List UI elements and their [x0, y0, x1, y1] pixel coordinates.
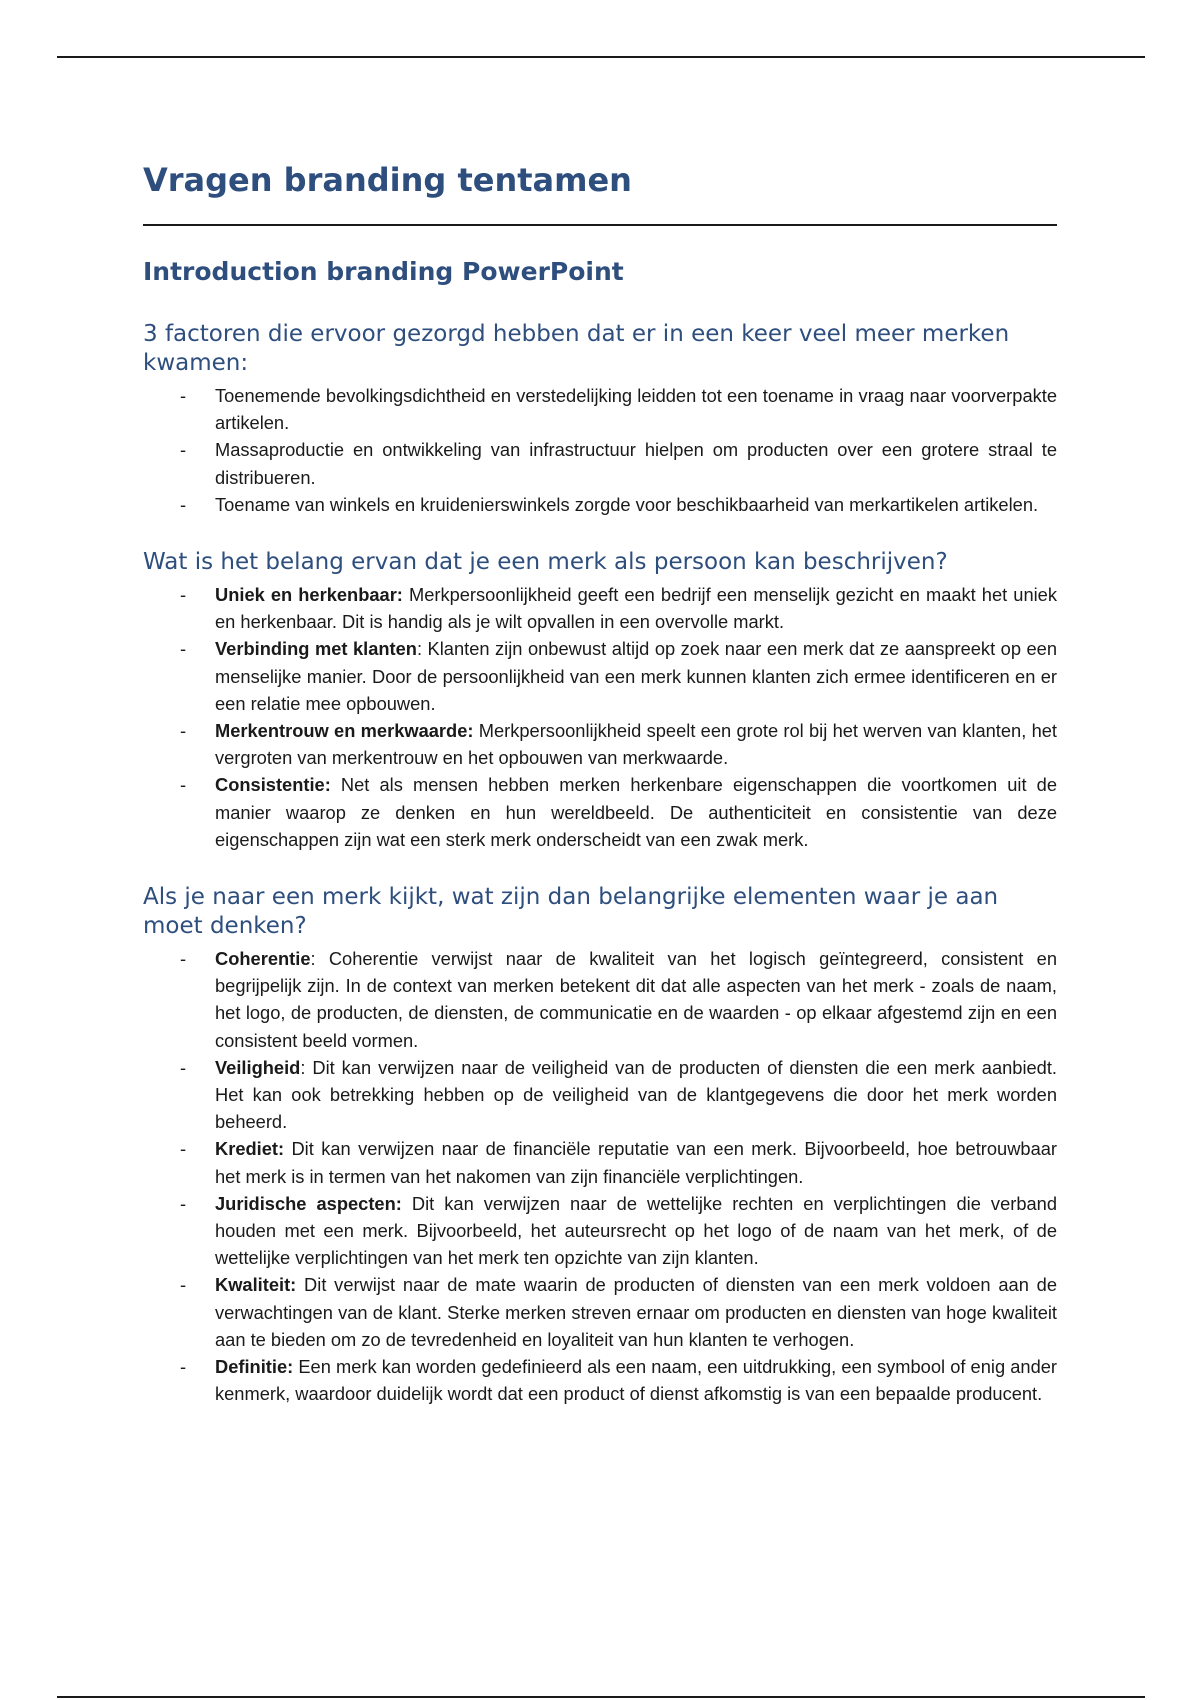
- document-page: [143, 160, 1057, 1408]
- dash-bullet-icon: -: [180, 584, 187, 606]
- dash-bullet-icon: -: [180, 720, 187, 742]
- item-term: Krediet:: [215, 1138, 285, 1160]
- item-text: Dit kan verwijzen naar de wettelijke rechten en verplichtingen die verband houden met een merk. Bijvoorbeeld, het auteursrecht op het logo of de naam van het merk, of de wettelijke verplichtingen van het merk ten opzichte van zijn klanten.: [215, 1192, 1057, 1269]
- list-item: [143, 581, 1057, 635]
- item-term: Coherentie: [215, 948, 311, 970]
- list-item: [143, 945, 1057, 1054]
- list-item: [143, 382, 1057, 436]
- list-item: [143, 1135, 1057, 1189]
- item-term: Definitie:: [215, 1356, 294, 1378]
- document-title: Vragen branding tentamen: [143, 161, 632, 199]
- list-item: [143, 635, 1057, 717]
- question-section: [143, 320, 1057, 518]
- dash-bullet-icon: -: [180, 1274, 187, 1296]
- item-term: Kwaliteit:: [215, 1274, 297, 1296]
- question-heading: 3 factoren die ervoor gezorgd hebben dat er in een keer veel meer merken kwamen:: [143, 321, 1010, 376]
- dash-bullet-icon: -: [180, 1356, 187, 1378]
- question-section: [143, 883, 1057, 1407]
- item-text: : Coherentie verwijst naar de kwaliteit van het logisch geïntegreerd, consistent en begrijpelijk zijn. In de context van merken betekent dit dat alle aspecten van het merk - zoals de naam, het logo, de producten, de diensten, de communicatie en de waarden - op elkaar afgestemd zijn en een consistent beeld vormen.: [215, 948, 1057, 1051]
- question-section: [143, 548, 1057, 853]
- dash-bullet-icon: -: [180, 948, 187, 970]
- dash-bullet-icon: -: [180, 1056, 187, 1078]
- item-text: Massaproductie en ontwikkeling van infrastructuur hielpen om producten over een grotere straal te distribueren.: [215, 439, 1057, 488]
- item-text: : Klanten zijn onbewust altijd op zoek naar een merk dat ze aanspreekt op een menselijke manier. Door de persoonlijkheid van een merk kunnen klanten zich ermee identificeren en er een relatie mee opbouwen.: [215, 638, 1057, 714]
- dash-bullet-icon: -: [180, 638, 187, 660]
- page-top-rule: [57, 56, 1145, 58]
- item-text: : Dit kan verwijzen naar de veiligheid van de producten of diensten die een merk aanbiedt. Het kan ook betrekking hebben op de veiligheid van de klantgegevens die door het merk worden beheerd.: [215, 1056, 1057, 1133]
- item-term: Veiligheid: [215, 1056, 301, 1078]
- list-item: [143, 491, 1057, 518]
- question-heading: Als je naar een merk kijkt, wat zijn dan belangrijke elementen waar je aan moet denken?: [143, 884, 999, 940]
- item-text: Toenemende bevolkingsdichtheid en verstedelijking leidden tot een toename in vraag naar voorverpakte artikelen.: [215, 385, 1057, 434]
- dash-bullet-icon: -: [180, 439, 187, 461]
- answer-list: [143, 581, 1057, 853]
- item-text: Toename van winkels en kruidenierswinkels zorgde voor beschikbaarheid van merkartikelen artikelen.: [215, 493, 1039, 515]
- dash-bullet-icon: -: [180, 1138, 187, 1160]
- list-item: [143, 771, 1057, 853]
- item-term: Consistentie:: [215, 774, 331, 796]
- section-heading: Introduction branding PowerPoint: [143, 257, 624, 286]
- answer-list: [143, 945, 1057, 1407]
- list-item: [143, 1054, 1057, 1136]
- question-heading: Wat is het belang ervan dat je een merk als persoon kan beschrijven?: [143, 549, 948, 576]
- dash-bullet-icon: -: [180, 493, 187, 515]
- item-text: Merkpersoonlijkheid geeft een bedrijf een menselijk gezicht en maakt het uniek en herkenbaar. Dit is handig als je wilt opvallen in een overvolle markt.: [215, 584, 1057, 633]
- item-term: Merkentrouw en merkwaarde:: [215, 720, 474, 742]
- answer-list: [143, 382, 1057, 518]
- item-text: Dit verwijst naar de mate waarin de producten of diensten van een merk voldoen aan de verwachtingen van de klant. Sterke merken streven ernaar om producten en diensten van hoge kwaliteit aan te bieden om zo de tevredenheid en loyaliteit van hun klanten te verhogen.: [215, 1274, 1057, 1350]
- list-item: [143, 717, 1057, 771]
- item-text: Een merk kan worden gedefinieerd als een naam, een uitdrukking, een symbool of enig ander kenmerk, waardoor duidelijk wordt dat een product of dienst afkomstig is van een bepaalde producent.: [215, 1356, 1057, 1405]
- page-bottom-rule: [57, 1696, 1145, 1698]
- item-term: Uniek en herkenbaar:: [215, 584, 403, 606]
- title-divider: [143, 224, 1057, 226]
- list-item: [143, 1353, 1057, 1407]
- list-item: [143, 1190, 1057, 1272]
- item-term: Juridische aspecten:: [215, 1192, 402, 1214]
- dash-bullet-icon: -: [180, 774, 187, 796]
- item-term: Verbinding met klanten: [215, 638, 417, 660]
- item-text: Dit kan verwijzen naar de financiële reputatie van een merk. Bijvoorbeeld, hoe betrouwbaar het merk is in termen van het nakomen van zijn financiële verplichtingen.: [215, 1138, 1057, 1187]
- dash-bullet-icon: -: [180, 385, 187, 406]
- dash-bullet-icon: -: [180, 1192, 187, 1214]
- list-item: [143, 436, 1057, 490]
- list-item: [143, 1271, 1057, 1353]
- item-text: Merkpersoonlijkheid speelt een grote rol bij het werven van klanten, het vergroten van merkentrouw en het opbouwen van merkwaarde.: [215, 720, 1057, 769]
- item-text: Net als mensen hebben merken herkenbare eigenschappen die voortkomen uit de manier waarop ze denken en hun wereldbeeld. De authenticiteit en consistentie van deze eigenschappen zijn wat een sterk merk onderscheidt van een zwak merk.: [215, 774, 1057, 850]
